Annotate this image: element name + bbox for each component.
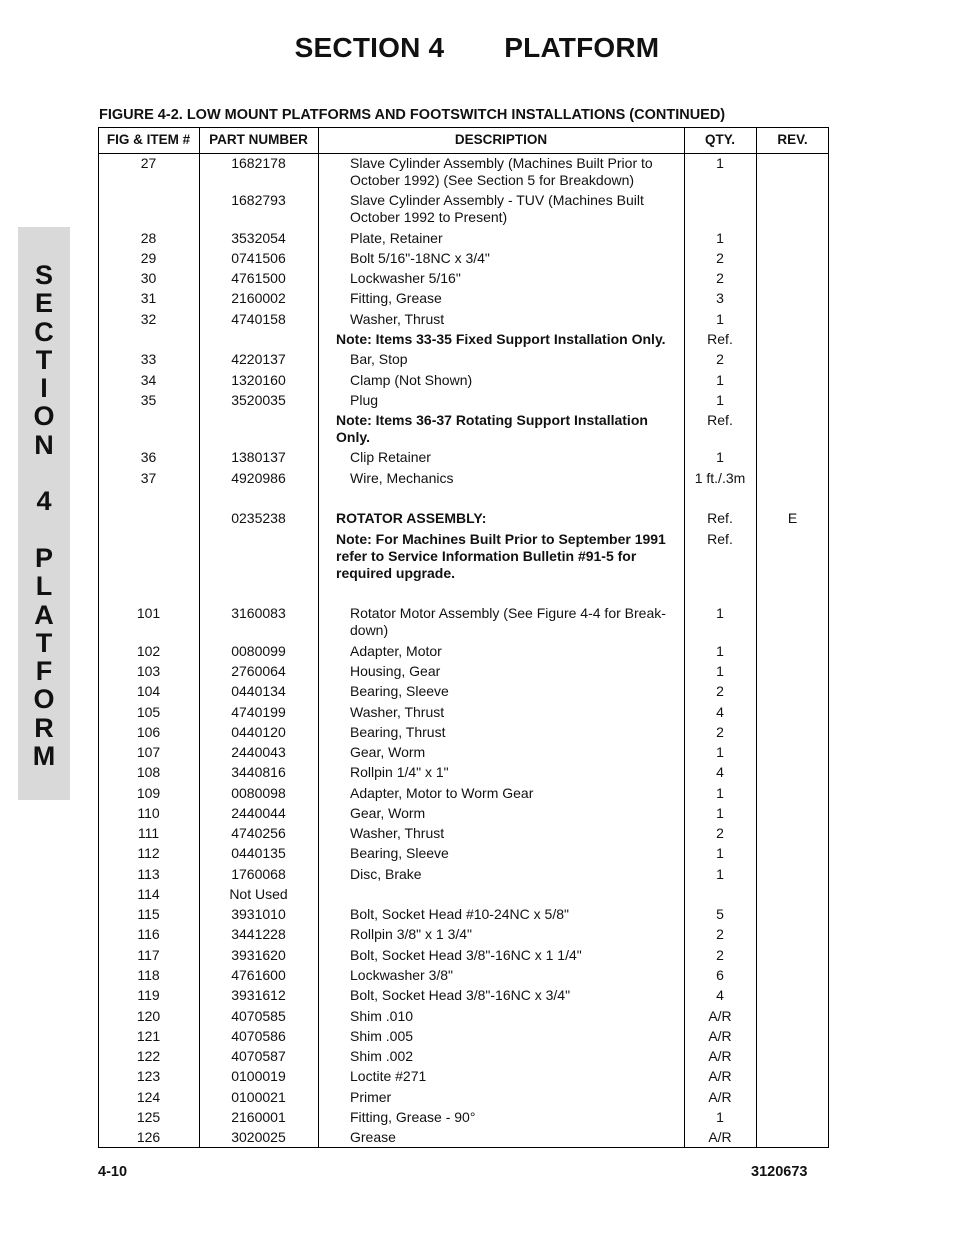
qty-cell: 1 xyxy=(716,663,724,679)
part-number-cell: 4740158 xyxy=(231,311,286,327)
side-tab-letter: L xyxy=(35,571,53,602)
fig-item-cell: 125 xyxy=(136,1109,161,1125)
qty-cell: A/R xyxy=(708,1028,732,1044)
side-tab-letter: S xyxy=(34,260,53,290)
description-cell: Rotator Motor Assembly (See Figure 4-4 for Break-down) xyxy=(350,605,666,638)
qty-cell: 1 xyxy=(716,230,724,246)
fig-item-cell: 103 xyxy=(136,663,161,679)
fig-item-cell: 101 xyxy=(136,605,161,621)
description-cell: Bearing, Thrust xyxy=(350,724,446,740)
description-cell: Primer xyxy=(350,1089,392,1105)
qty-cell: Ref. xyxy=(707,531,733,547)
qty-cell: A/R xyxy=(708,1089,732,1105)
qty-cell: A/R xyxy=(708,1048,732,1064)
fig-item-cell: 28 xyxy=(140,230,157,246)
page-header xyxy=(0,32,954,64)
side-tab-letters xyxy=(18,261,70,770)
side-tab-letter: O xyxy=(33,401,55,432)
qty-cell: A/R xyxy=(708,1068,732,1084)
part-number-cell: 2760064 xyxy=(231,663,286,679)
qty-cell: 1 xyxy=(716,372,724,388)
description-cell: Note: For Machines Built Prior to September 1991 refer to Service Information Bulletin #91-5 for required upgrade. xyxy=(336,531,666,581)
fig-item-cell: 110 xyxy=(137,805,160,821)
part-number-cell: 4740256 xyxy=(231,825,286,841)
description-cell: Adapter, Motor xyxy=(350,643,442,659)
part-number-cell: 1682178 xyxy=(231,155,286,171)
qty-cell: 1 xyxy=(716,449,724,465)
column-divider xyxy=(318,127,319,1148)
description-cell: Washer, Thrust xyxy=(350,704,445,720)
side-tab-letter: M xyxy=(32,741,56,772)
description-cell: Shim .010 xyxy=(350,1008,414,1024)
part-number-cell: Not Used xyxy=(229,886,288,902)
side-tab-letter: P xyxy=(34,542,53,573)
fig-item-cell: 33 xyxy=(140,351,157,367)
qty-cell: 2 xyxy=(716,270,724,286)
description-cell: Bolt, Socket Head 3/8"-16NC x 3/4" xyxy=(350,987,571,1003)
part-number-cell: 3441228 xyxy=(231,926,286,942)
qty-cell: 4 xyxy=(716,987,724,1003)
fig-item-cell: 29 xyxy=(140,250,157,266)
qty-cell: 1 xyxy=(716,866,724,882)
part-number-cell: 3931612 xyxy=(231,987,286,1003)
qty-cell: 1 xyxy=(716,311,724,327)
part-number-cell: 3931010 xyxy=(231,906,286,922)
description-cell: Shim .002 xyxy=(350,1048,414,1064)
part-number-cell: 2440043 xyxy=(231,744,286,760)
description-cell: Rollpin 3/8" x 1 3/4" xyxy=(350,926,473,942)
fig-item-cell: 126 xyxy=(136,1129,161,1145)
document-number: 3120673 xyxy=(751,1164,808,1180)
section-title: PLATFORM xyxy=(504,32,660,63)
description-cell: Bolt, Socket Head 3/8"-16NC x 1 1/4" xyxy=(350,947,582,963)
side-tab-letter: E xyxy=(34,288,53,319)
description-cell: Plate, Retainer xyxy=(350,230,443,246)
qty-cell: 1 xyxy=(716,785,724,801)
description-cell: Fitting, Grease - 90° xyxy=(350,1109,476,1125)
part-number-cell: 4761500 xyxy=(231,270,286,286)
figure-title: FIGURE 4-2. LOW MOUNT PLATFORMS AND FOOTSWITCH INSTALLATIONS (CONTINUED) xyxy=(99,107,726,123)
part-number-cell: 4070585 xyxy=(231,1008,286,1024)
fig-item-cell: 113 xyxy=(137,866,160,882)
part-number-cell: 0440135 xyxy=(231,845,286,861)
description-cell: Bolt 5/16"-18NC x 3/4" xyxy=(350,250,490,266)
section-label: SECTION 4 xyxy=(294,32,445,63)
qty-cell: A/R xyxy=(708,1008,732,1024)
description-cell: Disc, Brake xyxy=(350,866,422,882)
qty-cell: A/R xyxy=(708,1129,732,1145)
part-number-cell: 0741506 xyxy=(231,250,286,266)
section-side-tab xyxy=(18,227,70,800)
fig-item-cell: 111 xyxy=(137,825,160,841)
side-tab-letter: F xyxy=(35,656,53,687)
qty-cell: 1 xyxy=(716,805,724,821)
part-number-cell: 3160083 xyxy=(231,605,286,621)
qty-cell: 1 xyxy=(716,744,724,760)
description-cell: Bearing, Sleeve xyxy=(350,845,449,861)
qty-cell: 3 xyxy=(716,290,724,306)
column-header-description: DESCRIPTION xyxy=(454,132,548,147)
fig-item-cell: 31 xyxy=(140,290,157,306)
description-cell: Bolt, Socket Head #10-24NC x 5/8" xyxy=(350,906,569,922)
description-cell: Loctite #271 xyxy=(350,1068,427,1084)
fig-item-cell: 115 xyxy=(137,906,160,922)
fig-item-cell: 102 xyxy=(136,643,161,659)
part-number-cell: 1320160 xyxy=(231,372,286,388)
fig-item-cell: 121 xyxy=(136,1028,161,1044)
fig-item-cell: 36 xyxy=(140,449,157,465)
qty-cell: Ref. xyxy=(707,412,733,428)
side-tab-letter xyxy=(18,516,70,544)
part-number-cell: 4070587 xyxy=(231,1048,286,1064)
qty-cell: Ref. xyxy=(707,331,733,347)
column-header-fig: FIG & ITEM # xyxy=(106,132,191,147)
qty-cell: 1 xyxy=(716,605,724,621)
description-cell: Washer, Thrust xyxy=(350,825,445,841)
description-cell: Shim .005 xyxy=(350,1028,414,1044)
description-cell: Gear, Worm xyxy=(350,805,426,821)
fig-item-cell: 30 xyxy=(140,270,157,286)
header-divider xyxy=(98,153,829,154)
part-number-cell: 3931620 xyxy=(231,947,286,963)
side-tab-letter: C xyxy=(34,316,54,347)
column-header-part: PART NUMBER xyxy=(209,132,308,147)
qty-cell: 2 xyxy=(716,724,724,740)
fig-item-cell: 105 xyxy=(136,704,161,720)
description-cell: Lockwasher 5/16" xyxy=(350,270,461,286)
fig-item-cell: 34 xyxy=(140,372,157,388)
qty-cell: 1 xyxy=(716,155,724,171)
part-number-cell: 3440816 xyxy=(231,764,286,780)
fig-item-cell: 124 xyxy=(136,1089,161,1105)
fig-item-cell: 32 xyxy=(140,311,157,327)
description-cell: Bar, Stop xyxy=(350,351,408,367)
part-number-cell: 1380137 xyxy=(231,449,286,465)
rev-cell: E xyxy=(787,510,798,526)
part-number-cell: 4740199 xyxy=(231,704,286,720)
fig-item-cell: 112 xyxy=(137,845,160,861)
description-cell: Housing, Gear xyxy=(350,663,441,679)
qty-cell: 2 xyxy=(716,947,724,963)
part-number-cell: 0235238 xyxy=(231,510,286,526)
fig-item-cell: 123 xyxy=(136,1068,161,1084)
qty-cell: Ref. xyxy=(707,510,733,526)
fig-item-cell: 119 xyxy=(137,987,160,1003)
fig-item-cell: 122 xyxy=(136,1048,161,1064)
fig-item-cell: 118 xyxy=(137,967,160,983)
description-cell: Fitting, Grease xyxy=(350,290,442,306)
side-tab-letter: A xyxy=(34,599,54,630)
qty-cell: 2 xyxy=(716,926,724,942)
side-tab-letter xyxy=(18,459,70,487)
part-number-cell: 0100019 xyxy=(231,1068,286,1084)
side-tab-letter: I xyxy=(40,373,48,404)
part-number-cell: 0080099 xyxy=(231,643,286,659)
qty-cell: 4 xyxy=(716,764,724,780)
description-cell: Wire, Mechanics xyxy=(350,470,454,486)
fig-item-cell: 106 xyxy=(136,724,161,740)
part-number-cell: 3520035 xyxy=(231,392,286,408)
part-number-cell: 3020025 xyxy=(231,1129,286,1145)
side-tab-letter: T xyxy=(35,627,53,658)
part-number-cell: 4220137 xyxy=(231,351,286,367)
fig-item-cell: 117 xyxy=(137,947,160,963)
part-number-cell: 1760068 xyxy=(231,866,286,882)
qty-cell: 2 xyxy=(716,250,724,266)
column-header-rev: REV. xyxy=(777,132,808,147)
part-number-cell: 4761600 xyxy=(231,967,286,983)
description-cell: Rollpin 1/4" x 1" xyxy=(350,764,449,780)
part-number-cell: 2440044 xyxy=(231,805,286,821)
column-divider xyxy=(756,127,757,1148)
fig-item-cell: 108 xyxy=(136,764,161,780)
fig-item-cell: 27 xyxy=(140,155,157,171)
side-tab-letter: R xyxy=(34,712,54,743)
description-cell: Note: Items 33-35 Fixed Support Installation Only. xyxy=(336,331,666,347)
part-number-cell: 2160001 xyxy=(231,1109,286,1125)
fig-item-cell: 35 xyxy=(140,392,157,408)
fig-item-cell: 104 xyxy=(136,683,161,699)
part-number-cell: 2160002 xyxy=(231,290,286,306)
description-cell: Washer, Thrust xyxy=(350,311,445,327)
column-header-qty: QTY. xyxy=(704,132,735,147)
description-cell: Slave Cylinder Assembly - TUV (Machines Built October 1992 to Present) xyxy=(350,192,644,225)
part-number-cell: 0080098 xyxy=(231,785,286,801)
qty-cell: 2 xyxy=(716,825,724,841)
part-number-cell: 0440120 xyxy=(231,724,286,740)
fig-item-cell: 120 xyxy=(136,1008,161,1024)
side-tab-letter: 4 xyxy=(36,486,52,517)
fig-item-cell: 109 xyxy=(136,785,161,801)
page-number: 4-10 xyxy=(98,1164,128,1180)
qty-cell: 1 ft./.3m xyxy=(694,470,746,486)
fig-item-cell: 116 xyxy=(137,926,160,942)
qty-cell: 2 xyxy=(716,351,724,367)
description-cell: Gear, Worm xyxy=(350,744,426,760)
qty-cell: 1 xyxy=(716,845,724,861)
description-cell: Plug xyxy=(350,392,379,408)
description-cell: Bearing, Sleeve xyxy=(350,683,449,699)
description-cell: Clamp (Not Shown) xyxy=(350,372,473,388)
description-cell: ROTATOR ASSEMBLY: xyxy=(336,510,487,526)
description-cell: Clip Retainer xyxy=(350,449,431,465)
part-number-cell: 4920986 xyxy=(231,470,286,486)
qty-cell: 4 xyxy=(716,704,724,720)
part-number-cell: 0440134 xyxy=(231,683,286,699)
description-cell: Grease xyxy=(350,1129,396,1145)
fig-item-cell: 107 xyxy=(136,744,161,760)
qty-cell: 1 xyxy=(716,392,724,408)
description-cell: Note: Items 36-37 Rotating Support Installation Only. xyxy=(336,412,648,445)
description-cell: Lockwasher 3/8" xyxy=(350,967,454,983)
qty-cell: 5 xyxy=(716,906,724,922)
side-tab-letter: O xyxy=(33,684,55,715)
part-number-cell: 4070586 xyxy=(231,1028,286,1044)
qty-cell: 1 xyxy=(716,1109,724,1125)
fig-item-cell: 114 xyxy=(137,886,160,902)
qty-cell: 6 xyxy=(716,967,724,983)
qty-cell: 1 xyxy=(716,643,724,659)
side-tab-letter: N xyxy=(34,429,54,460)
side-tab-letter: T xyxy=(35,344,53,375)
description-cell: Slave Cylinder Assembly (Machines Built Prior to October 1992) (See Section 5 for Breakdown) xyxy=(350,155,653,188)
description-cell: Adapter, Motor to Worm Gear xyxy=(350,785,534,801)
part-number-cell: 0100021 xyxy=(231,1089,286,1105)
part-number-cell: 3532054 xyxy=(231,230,286,246)
part-number-cell: 1682793 xyxy=(231,192,286,208)
fig-item-cell: 37 xyxy=(140,470,157,486)
qty-cell: 2 xyxy=(716,683,724,699)
